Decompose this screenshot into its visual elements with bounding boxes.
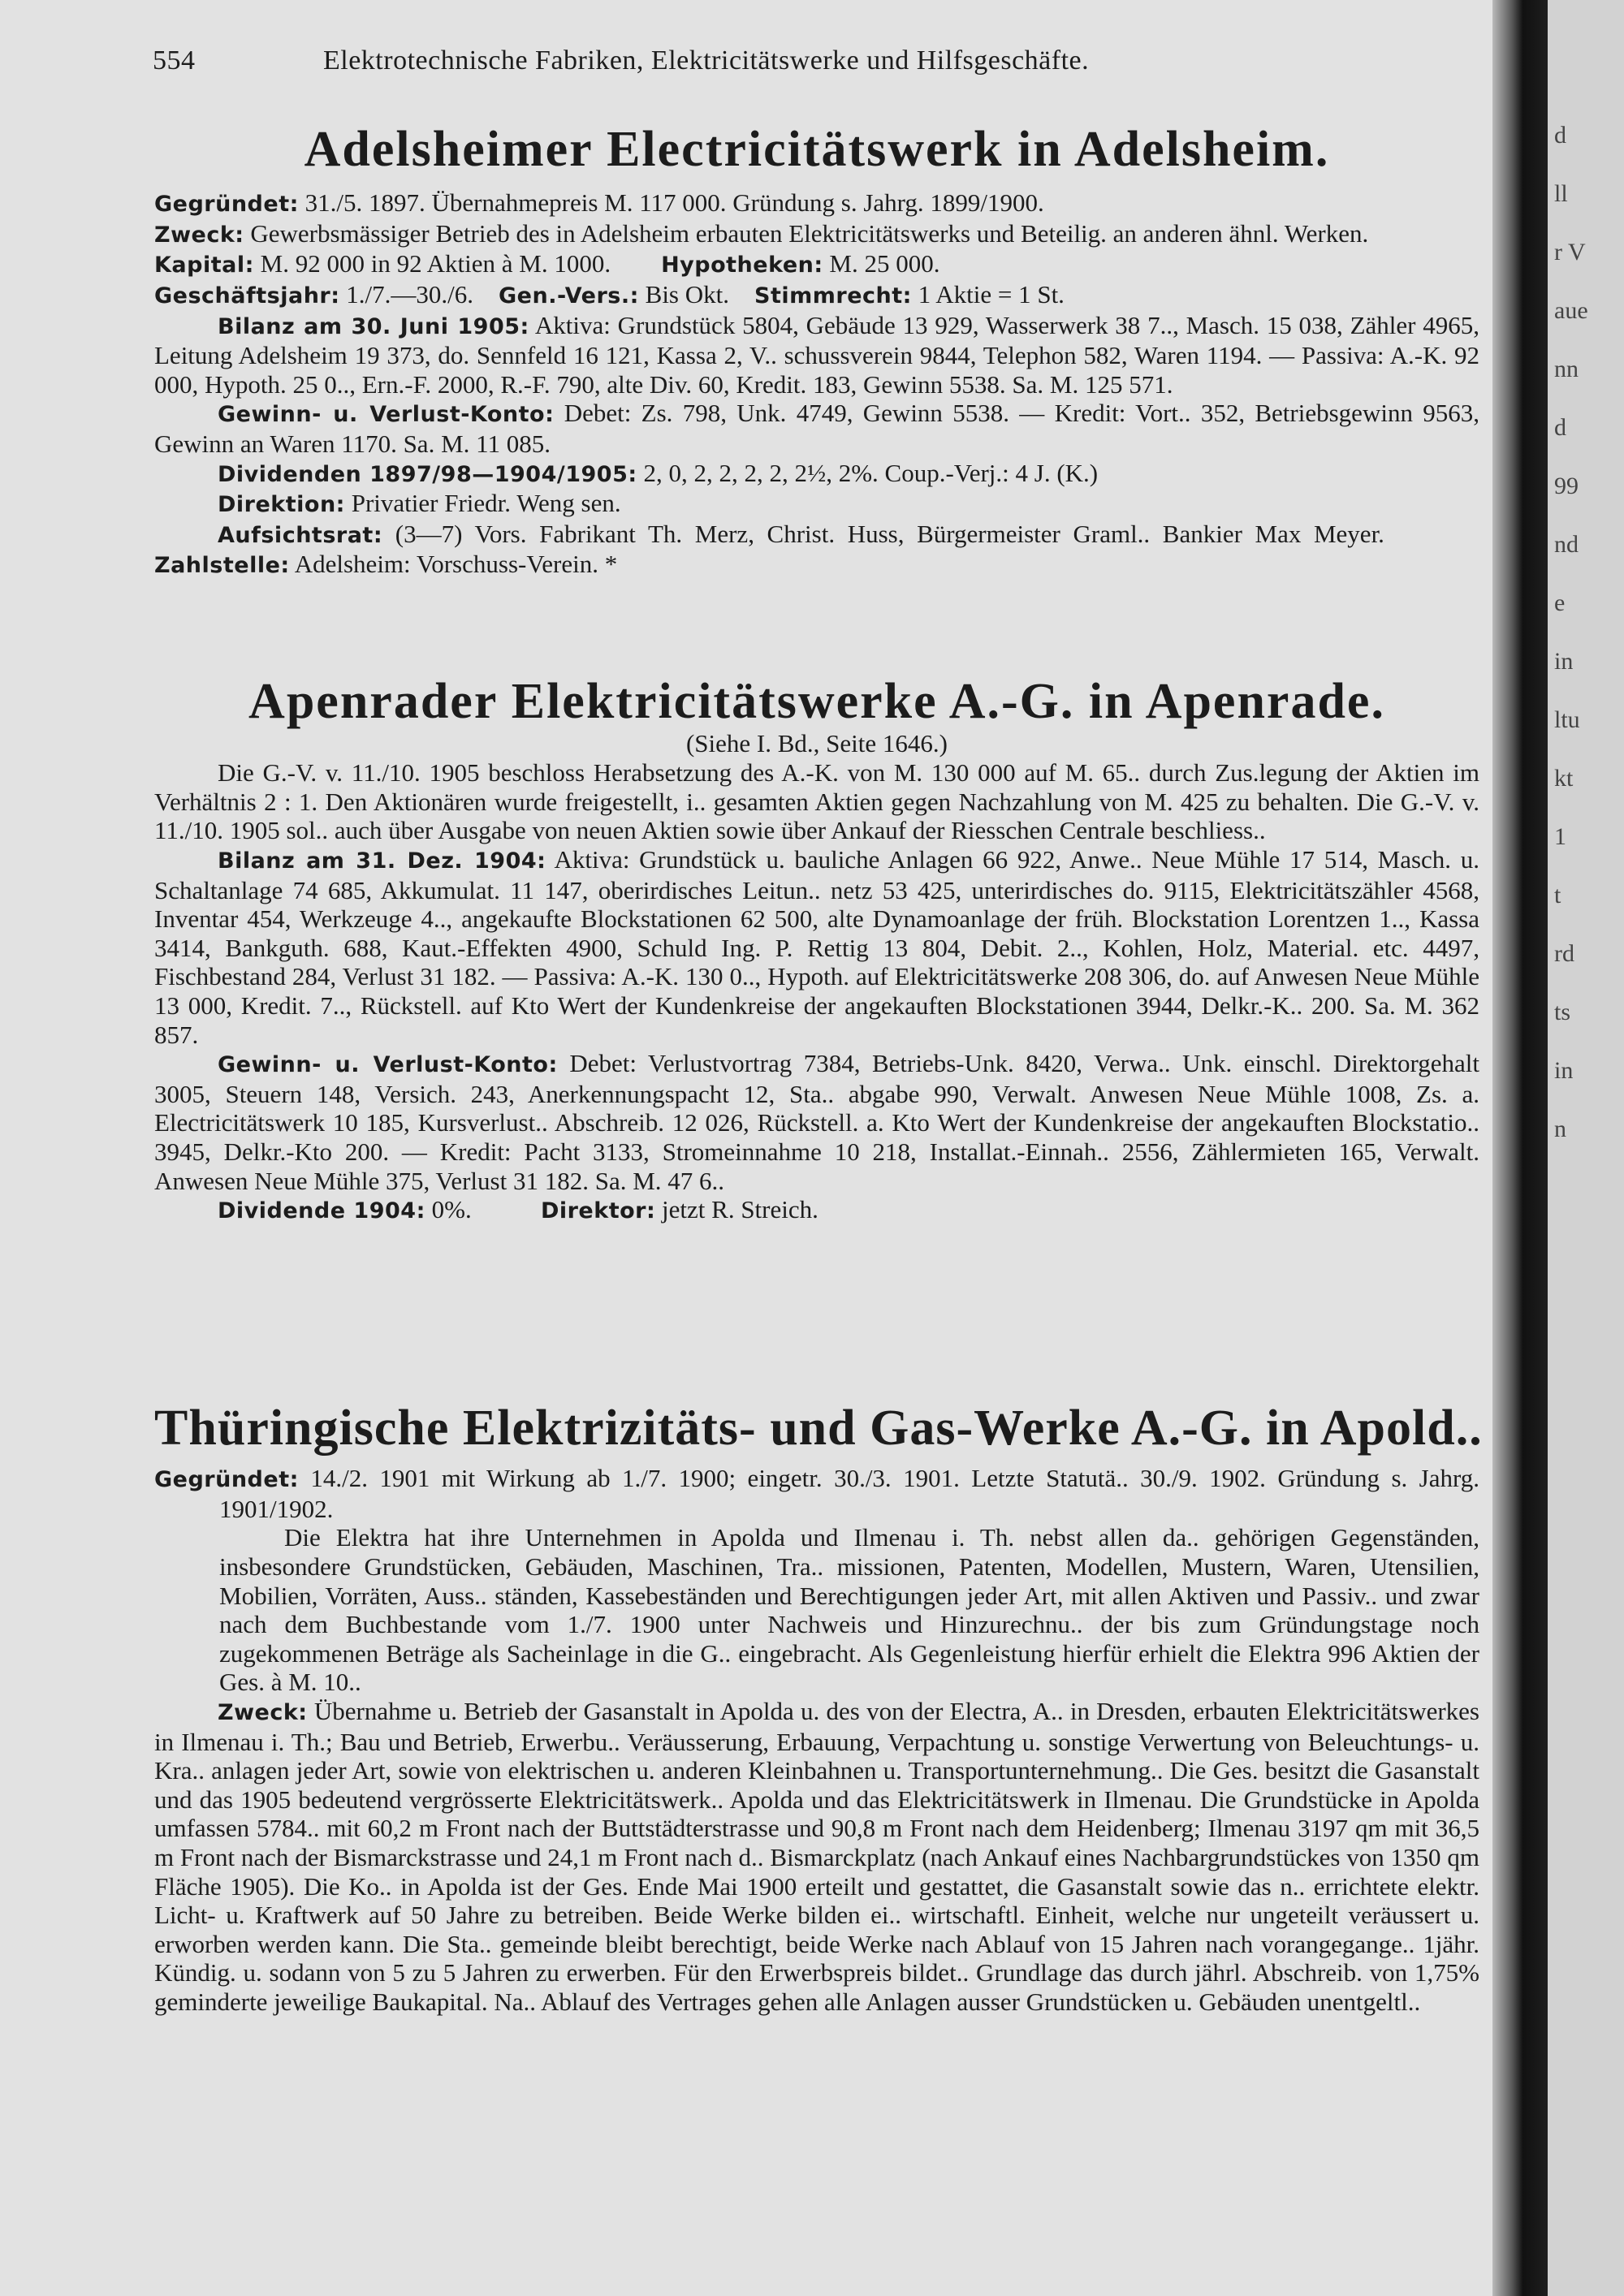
field-label: Direktor: [540,1198,656,1224]
field-text: Privatier Friedr. Weng sen. [351,489,621,518]
direktion-paragraph [154,489,1479,520]
field-text: M. 25 000. [829,249,940,278]
adjacent-page-fragment: nd [1554,531,1579,558]
field-text: Gewerbsmässiger Betrieb des in Adelsheim erbauten Elektricitätswerks und Beteilig. an anderen ähnl. Werken. [250,218,1369,248]
adjacent-page-fragment: d [1554,122,1566,149]
field-label: Aufsichtsrat: [218,522,383,548]
field-label: Stimmrecht: [754,283,912,309]
running-title: Elektrotechnische Fabriken, Elektricitätswerke und Hilfsgeschäfte. [323,45,1090,76]
field-label: Gegründet: [154,1467,299,1493]
field-text: (3—7) Vors. Fabrikant Th. Merz, Christ. Huss, Bürgermeister Graml.. Bankier Max Meyer. [395,519,1384,548]
field-label: Direktion: [218,492,345,518]
book-gutter-shadow [1492,0,1548,2296]
adjacent-page-fragment: ll [1554,180,1568,207]
field-label: Bilanz am 31. Dez. 1904: [218,848,546,874]
field-label: Zweck: [154,222,244,248]
field-label: Gewinn- u. Verlust-Konto: [218,1052,558,1078]
aufsichtsrat-paragraph [154,520,1479,580]
section-title: Apenrader Elektricitätswerke A.-G. in Apenrade. [248,674,1385,729]
field-text: Adelsheim: Vorschuss-Verein. * [294,550,618,579]
field-text: Bis Okt. [645,279,729,309]
zweck-paragraph [154,1697,1479,2017]
field-label: Dividenden 1897/98—1904/1905: [218,461,637,487]
field-label: Zweck: [218,1699,308,1725]
adjacent-page-fragment: e [1554,589,1566,616]
adjacent-page-fragment: r V [1554,239,1586,265]
intro-paragraph: Die G.-V. v. 11./10. 1905 beschloss Herabsetzung des A.-K. von M. 130 000 auf M. 65.. durch Zus.legung der Aktien im Verhältnis 2 : 1. Den Aktionären wurde freigestellt, i.. gesamten Aktien gegen Nachzahlung von M. 425 zu behalten. Die G.-V. v. 11./10. 1905 sol.. auch über Ausgabe von neuen Aktien sowie über Ankauf der Riesschen Centrale beschliess.. [154,758,1479,845]
adjacent-page-fragment: ltu [1554,706,1580,733]
kapital-paragraph [154,249,1479,280]
field-label: Geschäftsjahr: [154,283,340,309]
field-text: 1 Aktie = 1 St. [918,279,1065,309]
bilanz-paragraph [154,845,1479,1049]
section-apenrade [154,674,1479,1226]
field-text: Übernahme u. Betrieb der Gasanstalt in Apolda u. des von der Electra, A.. in Dresden, erbauten Elektricitätswerkes in Ilmenau i. Th.; Bau und Betrieb, Erwerbu.. Veräusserung, Erbauung, Verpachtung u. sonstige Verwertung von Beleuchtungs- u. Kra.. anlagen jeder Art, sowie von elektrischen u. anderen Kleinbahnen u. Transportunternehmung.. Die Ges. besitzt die Gasanstalt und das 1905 bedeutend vergrösserte Elektricitätswerk.. Apolda und das Elektricitätswerk in Ilmenau. Die Grundstücke in Apolda umfassen 5784.. mit 60,2 m Front nach der Buttstädterstrasse und 90,8 m Front nach dem Heidenberg; Ilmenau 3197 qm mit 36,5 m Front nach der Bismarckstrasse und 24,1 m Front nach d.. Bismarckplatz (nach Ankauf eines Nachbargrundstückes von 1350 qm Fläche 1905). Die Ko.. in Apolda ist der Ges. Ende Mai 1900 erteilt und gestattet, die Gasanstalt sowie das n.. errichtete elektr. Licht- u. Kraftwerk auf 50 Jahre zu betreiben. Beide Werke bilden ei.. wirtschaftl. Einheit, welche nur ungeteilt veräussert u. erworben werden kann. Die Sta.. gemeinde bleibt berechtigt, beide Werke nach Ablauf von 15 Jahren nach vorangegange.. 1jähr. Kündig. u. sodann von 5 zu 5 Jahren zu erwerben. Für den Erwerbspreis bildet.. Grundlage das durch jährl. Abschreib. von 1,75% geminderte jeweilige Baukapital. Na.. Ablauf des Vertrages gehen alle Anlagen ausser Grundstücken u. Gebäuden unentgeltl.. [154,1696,1479,2016]
field-text: 1./7.—30./6. [346,279,474,309]
field-label: Hypotheken: [661,252,823,278]
field-text: jetzt R. Streich. [662,1195,818,1224]
adjacent-page-fragment: 1 [1554,823,1566,850]
field-label: Kapital: [154,252,254,278]
gegruendet-paragraph [154,188,1479,219]
section-title: Adelsheimer Electricitätswerk in Adelsheim. [304,122,1330,177]
adjacent-page-fragment: rd [1554,940,1574,967]
field-label: Gen.-Vers.: [499,283,639,309]
gegruendet-paragraph [154,1464,1479,1523]
adjacent-page-fragment: n [1554,1116,1566,1142]
field-label: Zahlstelle: [154,553,290,579]
field-text: 14./2. 1901 mit Wirkung ab 1./7. 1900; eingetr. 30./3. 1901. Letzte Statutä.. 30./9. 1902. Gründung s. Jahrg. 1901/1902. [219,1464,1480,1523]
field-text: Aktiva: Grundstück u. bauliche Anlagen 66 922, Anwe.. Neue Mühle 17 514, Masch. u. Schaltanlage 74 685, Akkumulat. 11 147, oberirdisches Leitun.. netz 53 425, unterirdisches do. 9115, Elektricitätszähler 4568, Inventar 454, Werkzeuge 4.., angekaufte Blockstationen 62 500, alte Dynamoanlage der früh. Blockstation Lorentzen 1.., Kassa 3414, Bankguth. 688, Kaut.-Effekten 4900, Schuld Ing. P. Rettig 13 804, Debit. 2.., Kohlen, Holz, Material. etc. 4497, Fischbestand 284, Verlust 31 182. — Passiva: A.-K. 130 0.., Hypoth. auf Elektricitätswerke 208 306, do. auf Anwesen Neue Mühle 13 000, Kredit. 7.., Rückstell. auf Kto Wert der Kundenkreise der angekauften Blockstationen 3944, Delkr.-K.. 200. Sa. M. 362 857. [154,844,1479,1049]
adjacent-page-edge [1548,0,1624,2296]
bilanz-paragraph [154,311,1479,399]
field-label: Gegründet: [154,192,299,218]
field-text: Aktiva: Grundstück 5804, Gebäude 13 929, Wasserwerk 38 7.., Masch. 15 038, Zähler 4965, Leitung Adelsheim 19 373, do. Sennfeld 16 121, Kassa 2, V.. schussverein 9844, Telephon 582, Waren 1194. — Passiva: A.-K. 92 000, Hypoth. 25 0.., Ern.-F. 2000, R.-F. 790, alte Div. 60, Kredit. 183, Gewinn 5538. Sa. M. 125 571. [154,310,1479,399]
elektra-paragraph: Die Elektra hat ihre Unternehmen in Apolda und Ilmenau i. Th. nebst allen da.. gehörigen Gegenständen, insbesondere Grundstücken, Gebäuden, Maschinen, Tra.. missionen, Patenten, Modellen, Mustern, Waren, Utensilien, Mobilien, Vorräten, Auss.. ständen, Kassebeständen und Berechtigungen jeder Art, mit allen Aktiven und Passiv.. und zwar nach dem Buchbestande vom 1./7. 1900 unter Nachweis und Hinzurechnu.. der bis zum Gründungstage noch zugekommenen Beträge als Sacheinlage in die G.. eingebracht. Als Gegenleistung hierfür erhielt die Elektra 996 Aktien der Ges. à M. 10.. [219,1523,1479,1697]
dividenden-paragraph [154,459,1479,490]
page-number: 554 [153,45,196,76]
adjacent-page-fragment: nn [1554,356,1579,382]
field-text: Debet: Zs. 798, Unk. 4749, Gewinn 5538. — Kredit: Vort.. 352, Betriebsgewinn 9563, Gewinn an Waren 1170. Sa. M. 11 085. [154,399,1480,458]
section-apolda [154,1400,1483,2016]
geschaeftsjahr-paragraph [154,280,1479,311]
zweck-paragraph [154,219,1479,250]
field-text: Debet: Verlustvortrag 7384, Betriebs-Unk. 8420, Verwa.. Unk. einschl. Direktorgehalt 3005, Steuern 148, Versich. 243, Anerkennungspacht 12, Sta.. abgabe 990, Verwalt. Anwesen Neue Mühle 1008, Zs. a. Electricitätswerk 10 185, Kursverlust.. Abschreib. 12 026, Rückstell. a. Kto Wert der Kundenkreise der angekauften Blockstatio.. 3945, Delkr.-Kto 200. — Kredit: Pacht 3133, Stromeinnahme 10 218, Installat.-Einnah.. 2556, Zählermieten 165, Verwalt. Anwesen Neue Mühle 375, Verlust 31 182. Sa. M. 47 6.. [154,1049,1480,1195]
field-text: 31./5. 1897. Übernahmepreis M. 117 000. Gründung s. Jahrg. 1899/1900. [304,188,1044,218]
section-subtitle: (Siehe I. Bd., Seite 1646.) [685,729,948,758]
field-label: Bilanz am 30. Juni 1905: [218,313,529,339]
adjacent-page-fragment: t [1554,882,1561,908]
field-text: M. 92 000 in 92 Aktien à M. 1000. [260,249,611,278]
dividende-paragraph [154,1195,1479,1226]
adjacent-page-fragment: ts [1554,999,1571,1025]
field-text: 0%. [431,1195,472,1224]
guv-paragraph [154,1049,1479,1195]
section-title: Thüringische Elektrizitäts- und Gas-Werke A.-G. in Apold.. [154,1400,1483,1456]
guv-paragraph [154,399,1479,458]
adjacent-page-fragment: d [1554,414,1566,441]
adjacent-page-fragment: in [1554,1057,1574,1084]
running-head [153,45,1322,76]
section-adelsheim [154,122,1479,580]
field-label: Gewinn- u. Verlust-Konto: [218,402,555,428]
adjacent-page-fragment: 99 [1554,473,1579,499]
adjacent-page-fragment: kt [1554,765,1574,792]
field-label: Dividende 1904: [218,1198,425,1224]
adjacent-page-fragment: aue [1554,297,1588,324]
field-text: 2, 0, 2, 2, 2, 2, 2½, 2%. Coup.-Verj.: 4 J. (K.) [643,458,1099,487]
adjacent-page-fragment: in [1554,648,1574,675]
